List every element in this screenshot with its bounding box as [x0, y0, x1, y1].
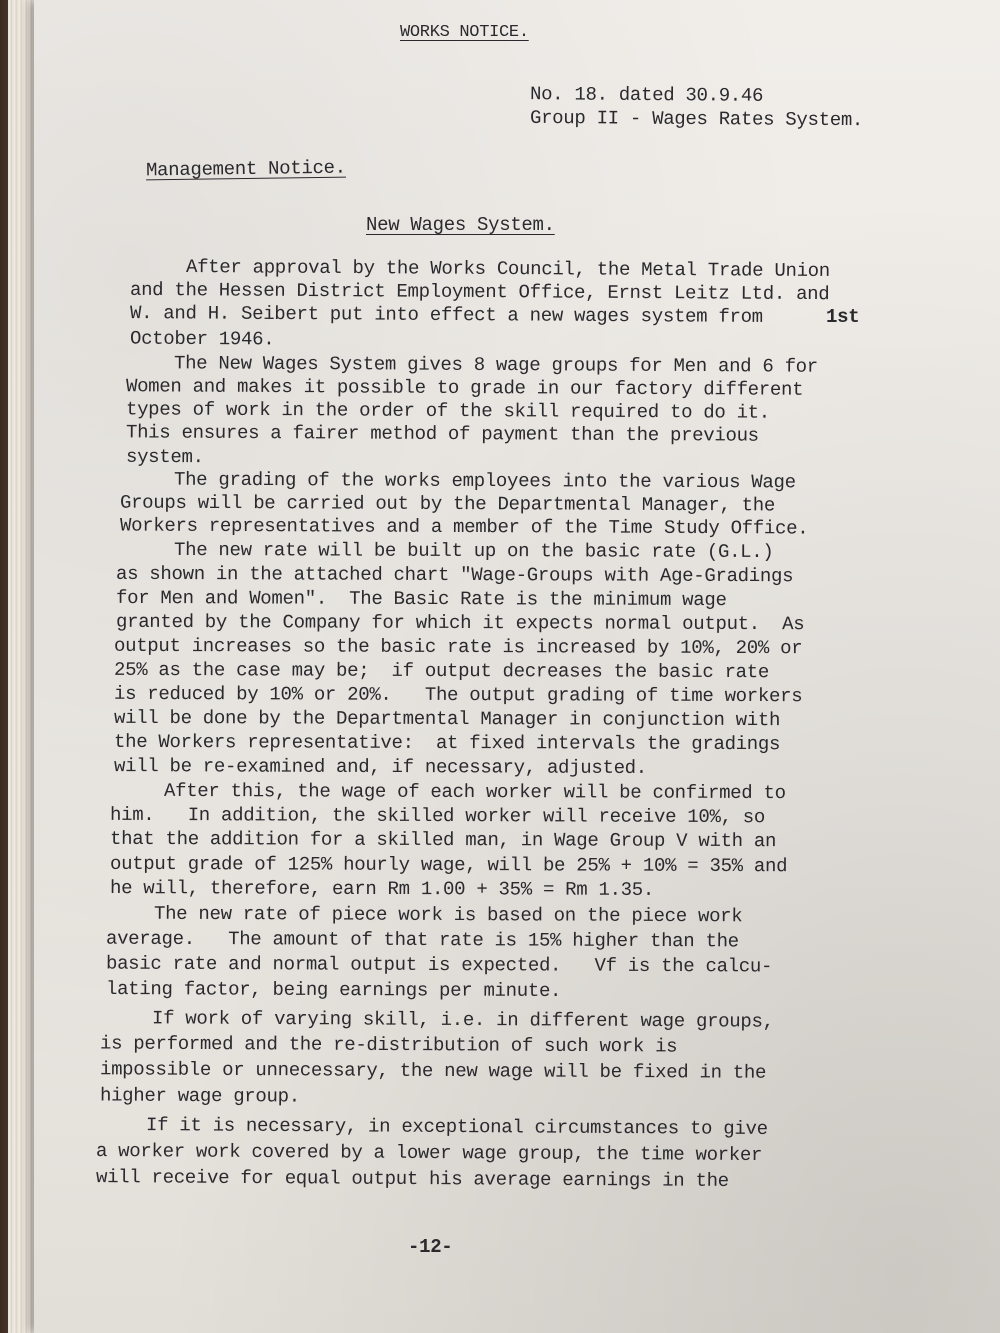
- body-line: will receive for equal output his average earnings in the: [95, 1166, 729, 1192]
- body-line: higher wage group.: [99, 1084, 300, 1108]
- body-line: average. The amount of that rate is 15% higher than the: [105, 927, 739, 953]
- body-line: that the addition for a skilled man, in Wage Group V with an: [109, 827, 777, 853]
- body-line: he will, therefore, earn Rm 1.00 + 35% = Rm 1.35.: [109, 877, 655, 901]
- body-line: After approval by the Works Council, the Metal Trade Union: [185, 256, 830, 282]
- body-line: The grading of the works employees into the various Wage: [173, 468, 796, 494]
- management-notice-label: Management Notice.: [145, 156, 346, 182]
- body-line: him. In addition, the skilled worker will receive 10%, so: [109, 803, 766, 829]
- page-number: -12-: [408, 1236, 453, 1258]
- body-line: Women and makes it possible to grade in our factory different: [125, 375, 804, 401]
- body-line: will be done by the Departmental Manager in conjunction with: [113, 706, 781, 732]
- body-line: system.: [125, 445, 204, 469]
- works-notice-heading: WORKS NOTICE.: [400, 23, 529, 42]
- body-line: Workers representatives and a member of the Time Study Office.: [119, 514, 809, 540]
- body-line: Groups will be carried out by the Departmental Manager, the: [119, 491, 776, 517]
- notice-number: No. 18. dated 30.9.46: [529, 83, 764, 107]
- body-line: the Workers representative: at fixed intervals the gradings: [113, 730, 781, 756]
- document-page: [34, 0, 1000, 1333]
- body-line: a worker work covered by a lower wage group, the time worker: [95, 1139, 763, 1167]
- body-line: 25% as the case may be; if output decreases the basic rate: [113, 658, 770, 684]
- body-line: The new rate of piece work is based on the piece work: [153, 902, 743, 928]
- body-line: basic rate and normal output is expected. Vf is the calcu-: [105, 952, 773, 978]
- body-line: granted by the Company for which it expects normal output. As: [115, 610, 805, 636]
- body-line: If work of varying skill, i.e. in different wage groups,: [151, 1007, 774, 1033]
- body-line: output increases so the basic rate is increased by 10%, 20% or: [113, 634, 803, 660]
- date-fragment: 1st: [826, 306, 860, 328]
- new-wages-system-title: New Wages System.: [366, 214, 555, 236]
- body-line: After this, the wage of each worker will be confirmed to: [163, 779, 786, 805]
- body-line: is reduced by 10% or 20%. The output grading of time workers: [113, 682, 803, 708]
- body-line: impossible or unnecessary, the new wage will be fixed in the: [99, 1058, 767, 1084]
- body-line: lating factor, being earnings per minute.: [105, 978, 562, 1002]
- body-line: If it is necessary, in exceptional circumstances to give: [145, 1114, 768, 1140]
- body-line: October 1946.: [129, 327, 275, 351]
- body-line: This ensures a fairer method of payment than the previous: [125, 421, 759, 447]
- body-line: will be re-examined and, if necessary, adjusted.: [113, 755, 647, 779]
- body-line: W. and H. Seibert put into effect a new wages system from: [129, 302, 763, 328]
- body-line: The New Wages System gives 8 wage groups for Men and 6 for: [173, 352, 818, 378]
- body-line: types of work in the order of the skill required to do it.: [125, 398, 770, 424]
- body-line: output grade of 125% hourly wage, will be 25% + 10% = 35% and: [109, 852, 788, 878]
- group-line: Group II - Wages Rates System.: [529, 106, 864, 132]
- body-line: as shown in the attached chart "Wage-Groups with Age-Gradings: [115, 562, 794, 588]
- body-line: and the Hessen District Employment Office, Ernst Leitz Ltd. and: [129, 278, 830, 306]
- body-line: for Men and Women". The Basic Rate is the minimum wage: [115, 586, 727, 612]
- body-line: is performed and the re-distribution of such work is: [99, 1032, 678, 1058]
- body-line: The new rate will be built up on the basic rate (G.L.): [173, 538, 774, 564]
